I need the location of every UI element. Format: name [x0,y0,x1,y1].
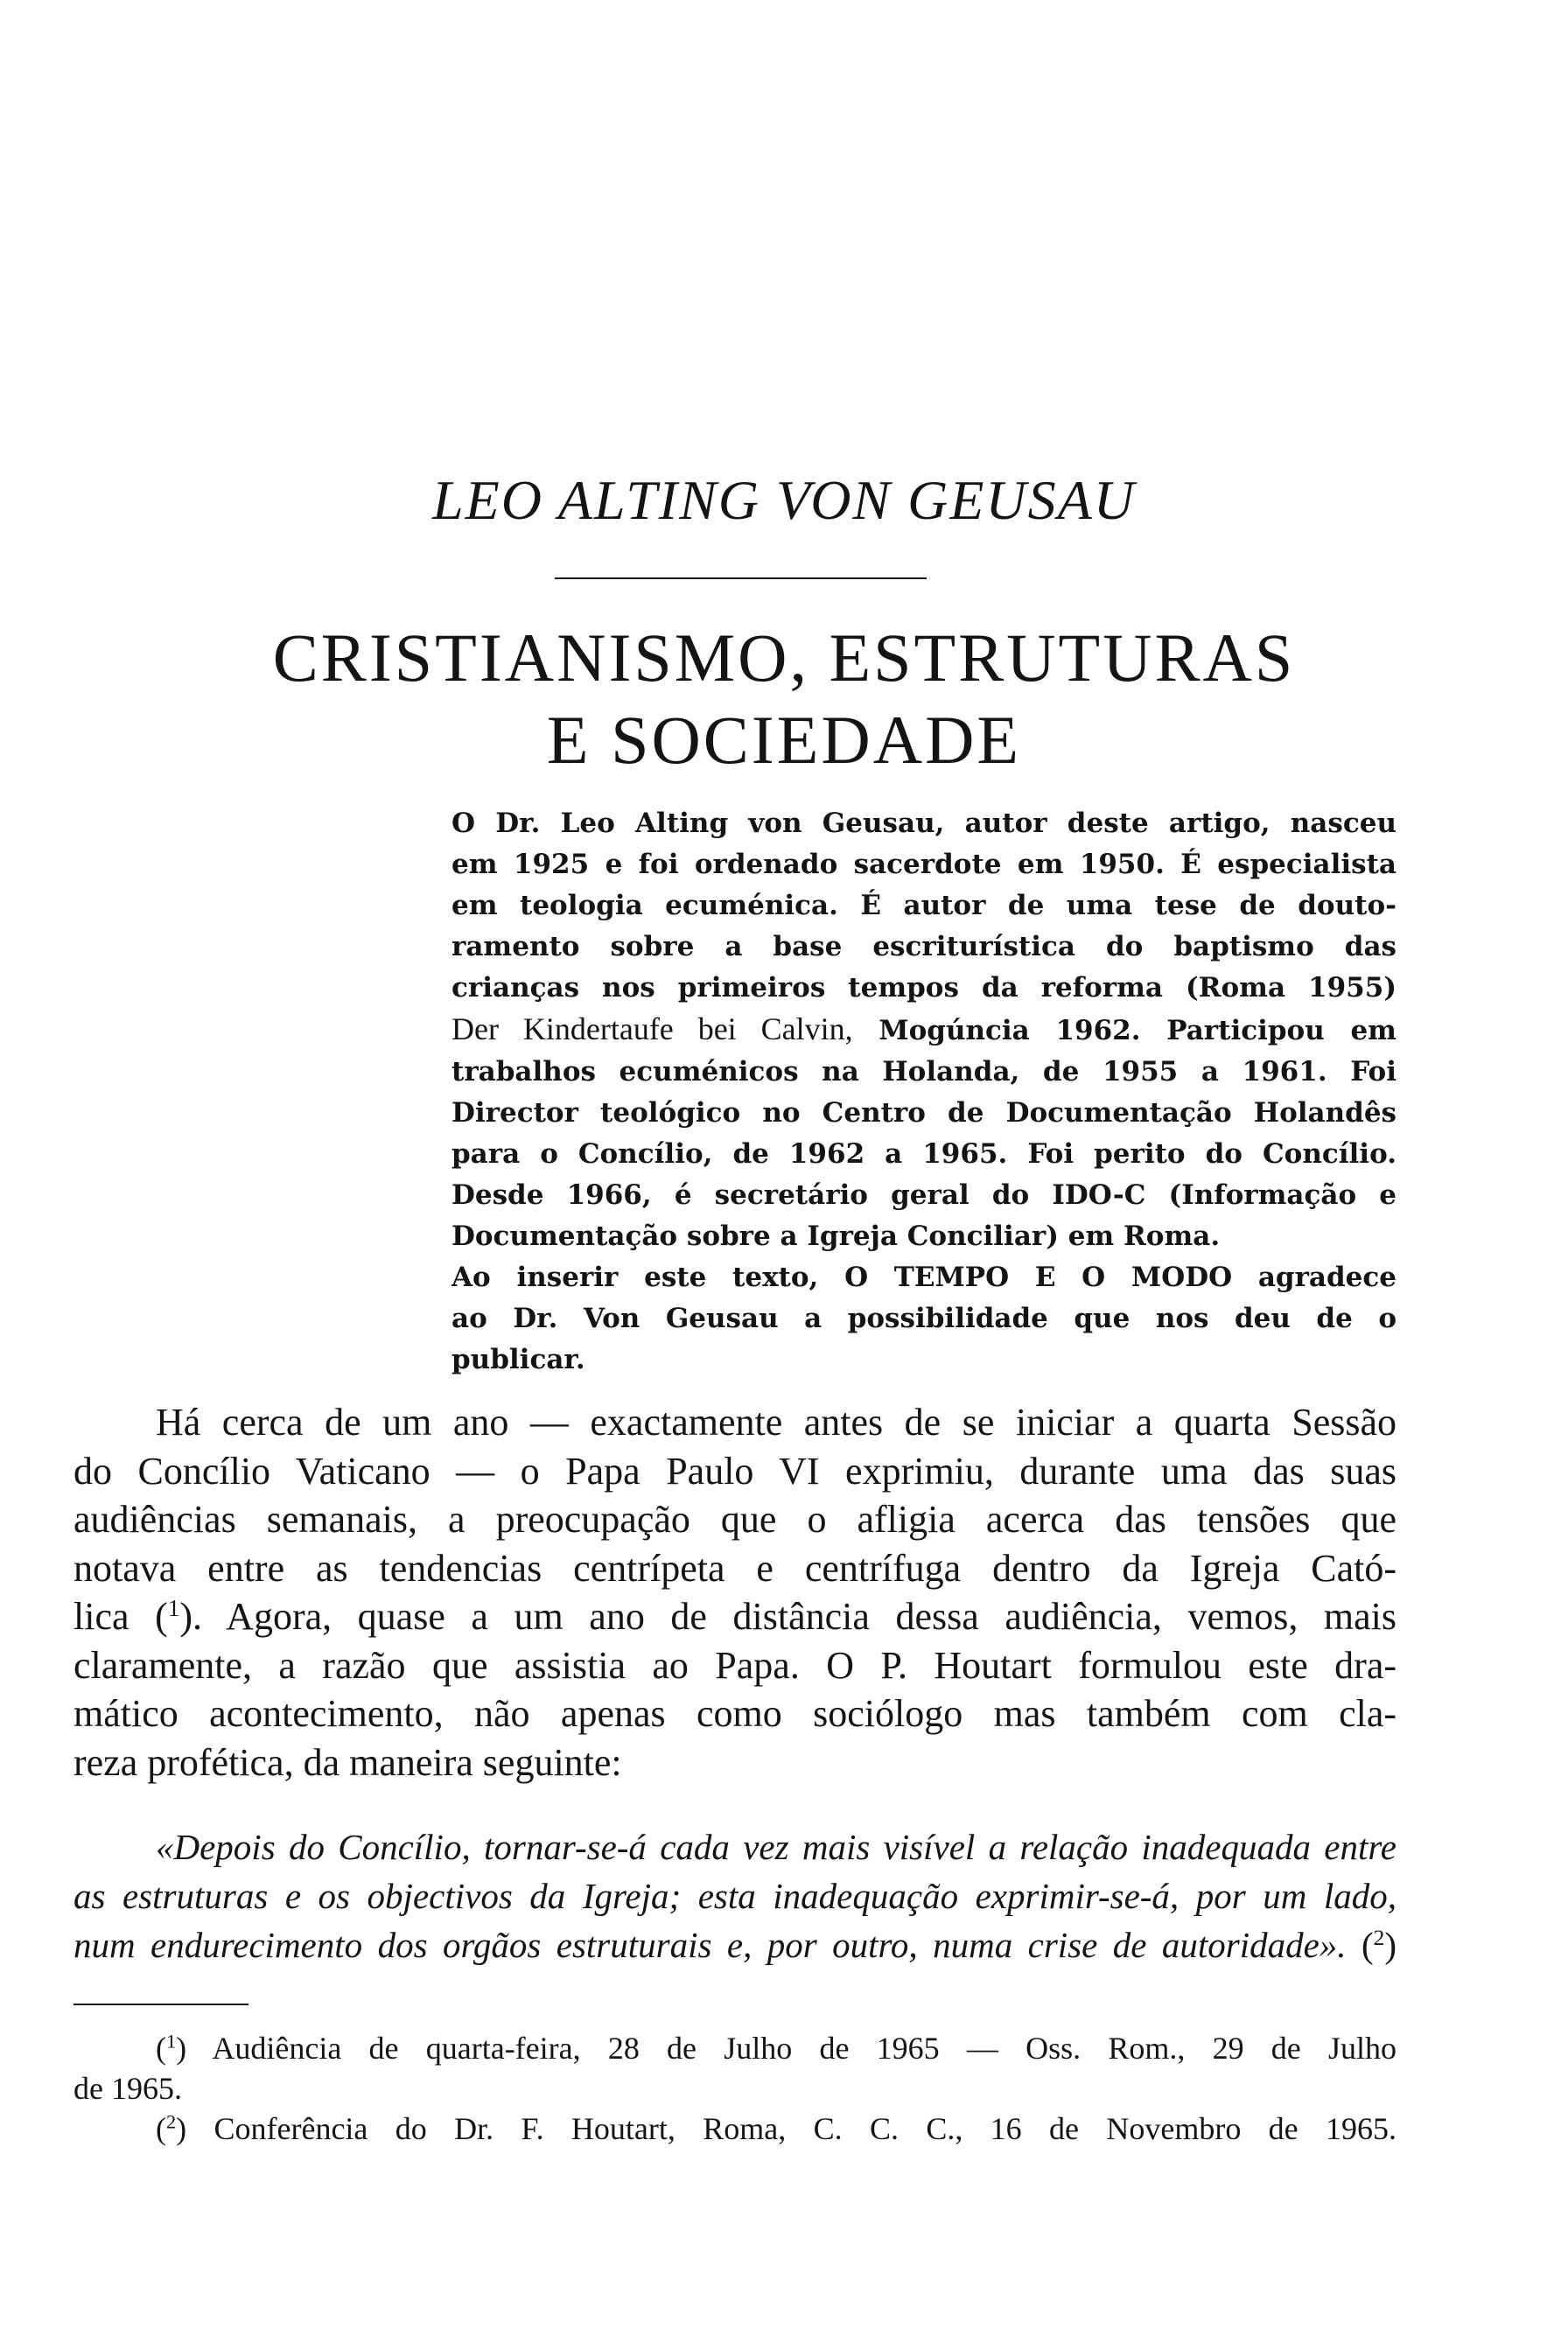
author-bio [452,803,1396,1381]
title-line-2: E SOCIEDADE [546,702,1022,778]
bio-line-mixed [452,1009,1396,1052]
footnotes [74,2028,1396,2149]
footnote-text: Conferência do Dr. F. Houtart, Roma, C. C. C., 16 de Novembro de 1965. [214,2111,1396,2146]
body-text: ). Agora, quase a um ano de distância dessa audiência, vemos, mais [179,1595,1396,1638]
paren-close: ) [1384,1925,1396,1965]
footnote-marker: 1 [166,2030,177,2053]
footnote-ref-group [1362,1925,1396,1965]
body-line: claramente, a razão que assistia ao Papa. O P. Houtart formulou este dra- [74,1643,1396,1687]
title-line-1: CRISTIANISMO, ESTRUTURAS [272,619,1296,696]
body-line: Há cerca de um ano — exactamente antes de se iniciar a quarta Sessão [156,1401,1396,1444]
bio-line: Desde 1966, é secretário geral do IDO-C (Informação e [452,1179,1396,1211]
bio-line: Director teológico no Centro de Documentação Holandês [452,1097,1396,1129]
footnote-ref: 1 [167,1595,180,1621]
bio-line: ramento sobre a base escriturística do baptismo das [452,931,1396,962]
body-line: reza profética, da maneira seguinte: [74,1740,622,1784]
footnote-ref: 2 [1373,1926,1385,1951]
quote-line [74,1920,1396,1969]
footnote-2: ($^2$) Conferência do Dr. F. Houtart, Roma, C. C. C., 16 de Novembro de 1965. [156,2110,1396,2146]
body-text: lica ( [74,1595,168,1638]
block-quote [74,1822,1396,1969]
footnote-1: ($^1$) Audiência de quarta-feira, 28 de Julho de 1965 — Oss. Rom., 29 de Julho [156,2030,1396,2066]
body-line: audiências semanais, a preocupação que o afligia acerca das tensões que [74,1498,1396,1541]
article-title [0,617,1568,781]
title-divider [555,577,927,579]
body-line [74,1592,1396,1641]
bio-line: para o Concílio, de 1962 a 1965. Foi perito do Concílio. [452,1138,1396,1170]
bio-line: ao Dr. Von Geusau a possibilidade que nos deu de o [452,1303,1396,1334]
body-line: mático acontecimento, não apenas como sociólogo mas também com cla- [74,1692,1396,1735]
body-line: do Concílio Vaticano — o Papa Paulo VI exprimiu, durante uma das suas [74,1449,1396,1493]
quote-line: «Depois do Concílio, tornar-se-á cada vez mais visível a relação inadequada entre [156,1827,1396,1867]
author-name: LEO ALTING VON GEUSAU [432,469,1136,531]
footnote-text: Audiência de quarta-feira, 28 de Julho de 1965 — Oss. Rom., 29 de Julho [212,2031,1396,2066]
bio-line: em 1925 e foi ordenado sacerdote em 1950. É especialista [452,849,1396,880]
footnote-1-cont: de 1965. [74,2071,182,2106]
quote-text: num endurecimento dos orgãos estruturais e, por outro, numa crise de autoridade». [74,1925,1347,1965]
bio-line: O Dr. Leo Alting von Geusau, autor deste artigo, nasceu [452,808,1396,839]
bio-line: Ao inserir este texto, O TEMPO E O MODO agradece [452,1262,1396,1293]
bio-text: Mogúncia 1962. Participou em [852,1015,1396,1046]
bio-line: trabalhos ecuménicos na Holanda, de 1955 a 1961. Foi [452,1056,1396,1088]
bio-line: Documentação sobre a Igreja Conciliar) em Roma. [452,1220,1221,1252]
bio-line: crianças nos primeiros tempos da reforma (Roma 1955) [452,972,1396,1004]
body-paragraph [74,1398,1396,1787]
quote-line: as estruturas e os objectivos da Igreja; esta inadequação exprimir-se-á, por um lado, [74,1876,1396,1916]
footnote-divider [74,2004,248,2005]
footnote-marker: 2 [166,2110,177,2133]
bio-line: publicar. [452,1344,585,1375]
book-title: Der Kindertaufe bei Calvin, [452,1011,853,1046]
bio-line: em teologia ecuménica. É autor de uma tese de douto- [452,890,1396,921]
body-line: notava entre as tendencias centrípeta e centrífuga dentro da Igreja Cató- [74,1546,1396,1590]
paren-open: ( [1361,1925,1374,1965]
